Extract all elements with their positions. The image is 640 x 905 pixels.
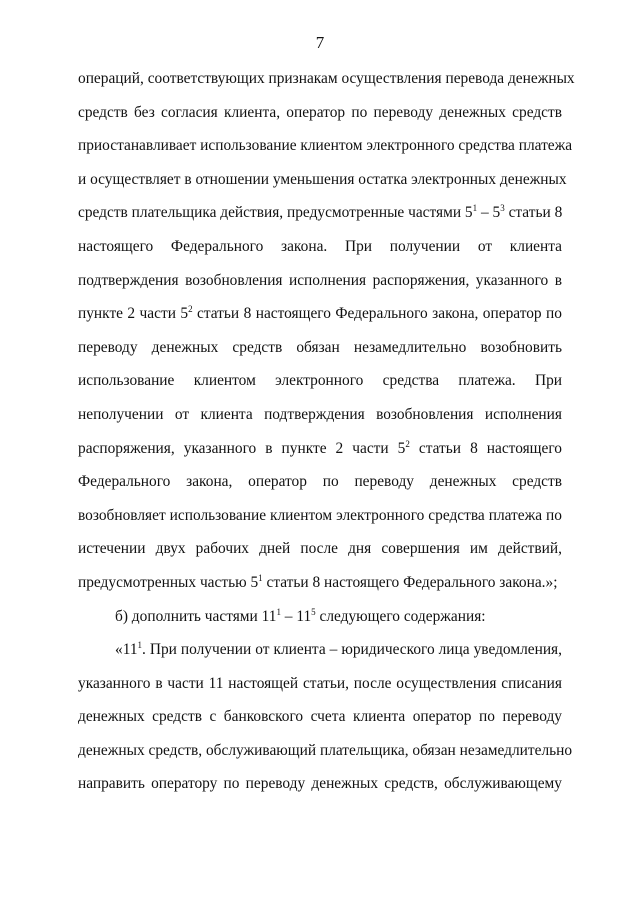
text-line: настоящего Федерального закона. При получении от клиента: [78, 237, 562, 255]
text-line: средств без согласия клиента, оператор по переводу денежных средств: [78, 103, 562, 121]
text-line: «$11^1$. При получении от клиента – юридического лица уведомления,: [115, 640, 562, 659]
text-line: указанного в части 11 настоящей статьи, после осуществления списания: [78, 674, 562, 692]
body-text: [78, 66, 575, 805]
superscript-index: 3: [500, 203, 505, 214]
text-line: б) дополнить частями $11^1 - 11^5$ следующего содержания:: [115, 606, 486, 625]
text-line: использование клиентом электронного средства платежа. При: [78, 372, 562, 390]
text-line: распоряжения, указанного в пункте 2 части $5^2$ статьи 8 настоящего: [78, 438, 562, 457]
page-number: 7: [315, 33, 325, 52]
superscript-index: 5: [311, 606, 316, 617]
text-line: средств плательщика действия, предусмотренные частями $5^1 - 5^3$ статьи 8: [78, 203, 563, 222]
superscript-index: 2: [405, 438, 410, 449]
superscript-index: 1: [258, 572, 263, 583]
text-line: направить оператору по переводу денежных средств, обслуживающему: [78, 775, 562, 793]
text-line: приостанавливает использование клиентом электронного средства платежа: [78, 137, 573, 155]
text-line: подтверждения возобновления исполнения распоряжения, указанного в: [78, 271, 562, 289]
superscript-index: 1: [276, 606, 281, 617]
superscript-index: 1: [137, 640, 143, 651]
superscript-index: 1: [472, 203, 478, 214]
text-line: истечении двух рабочих дней после дня совершения им действий,: [78, 540, 562, 558]
superscript-index: 2: [188, 304, 193, 315]
text-line: неполучении от клиента подтверждения возобновления исполнения: [78, 405, 562, 423]
text-line: денежных средств, обслуживающий плательщика, обязан незамедлительно: [78, 741, 573, 759]
text-line: предусмотренных частью $5^1$ статьи 8 настоящего Федерального закона.»;: [78, 572, 558, 591]
text-line: возобновляет использование клиентом электронного средства платежа по: [78, 506, 562, 524]
text-line: пункте 2 части $5^2$ статьи 8 настоящего Федерального закона, оператор по: [78, 304, 562, 323]
text-line: Федерального закона, оператор по переводу денежных средств: [78, 473, 562, 491]
text-line: переводу денежных средств обязан незамедлительно возобновить: [78, 338, 562, 356]
text-line: и осуществляет в отношении уменьшения остатка электронных денежных: [78, 170, 567, 188]
text-line: операций, соответствующих признакам осуществления перевода денежных: [78, 70, 575, 87]
text-line: денежных средств с банковского счета клиента оператор по переводу: [78, 708, 562, 726]
